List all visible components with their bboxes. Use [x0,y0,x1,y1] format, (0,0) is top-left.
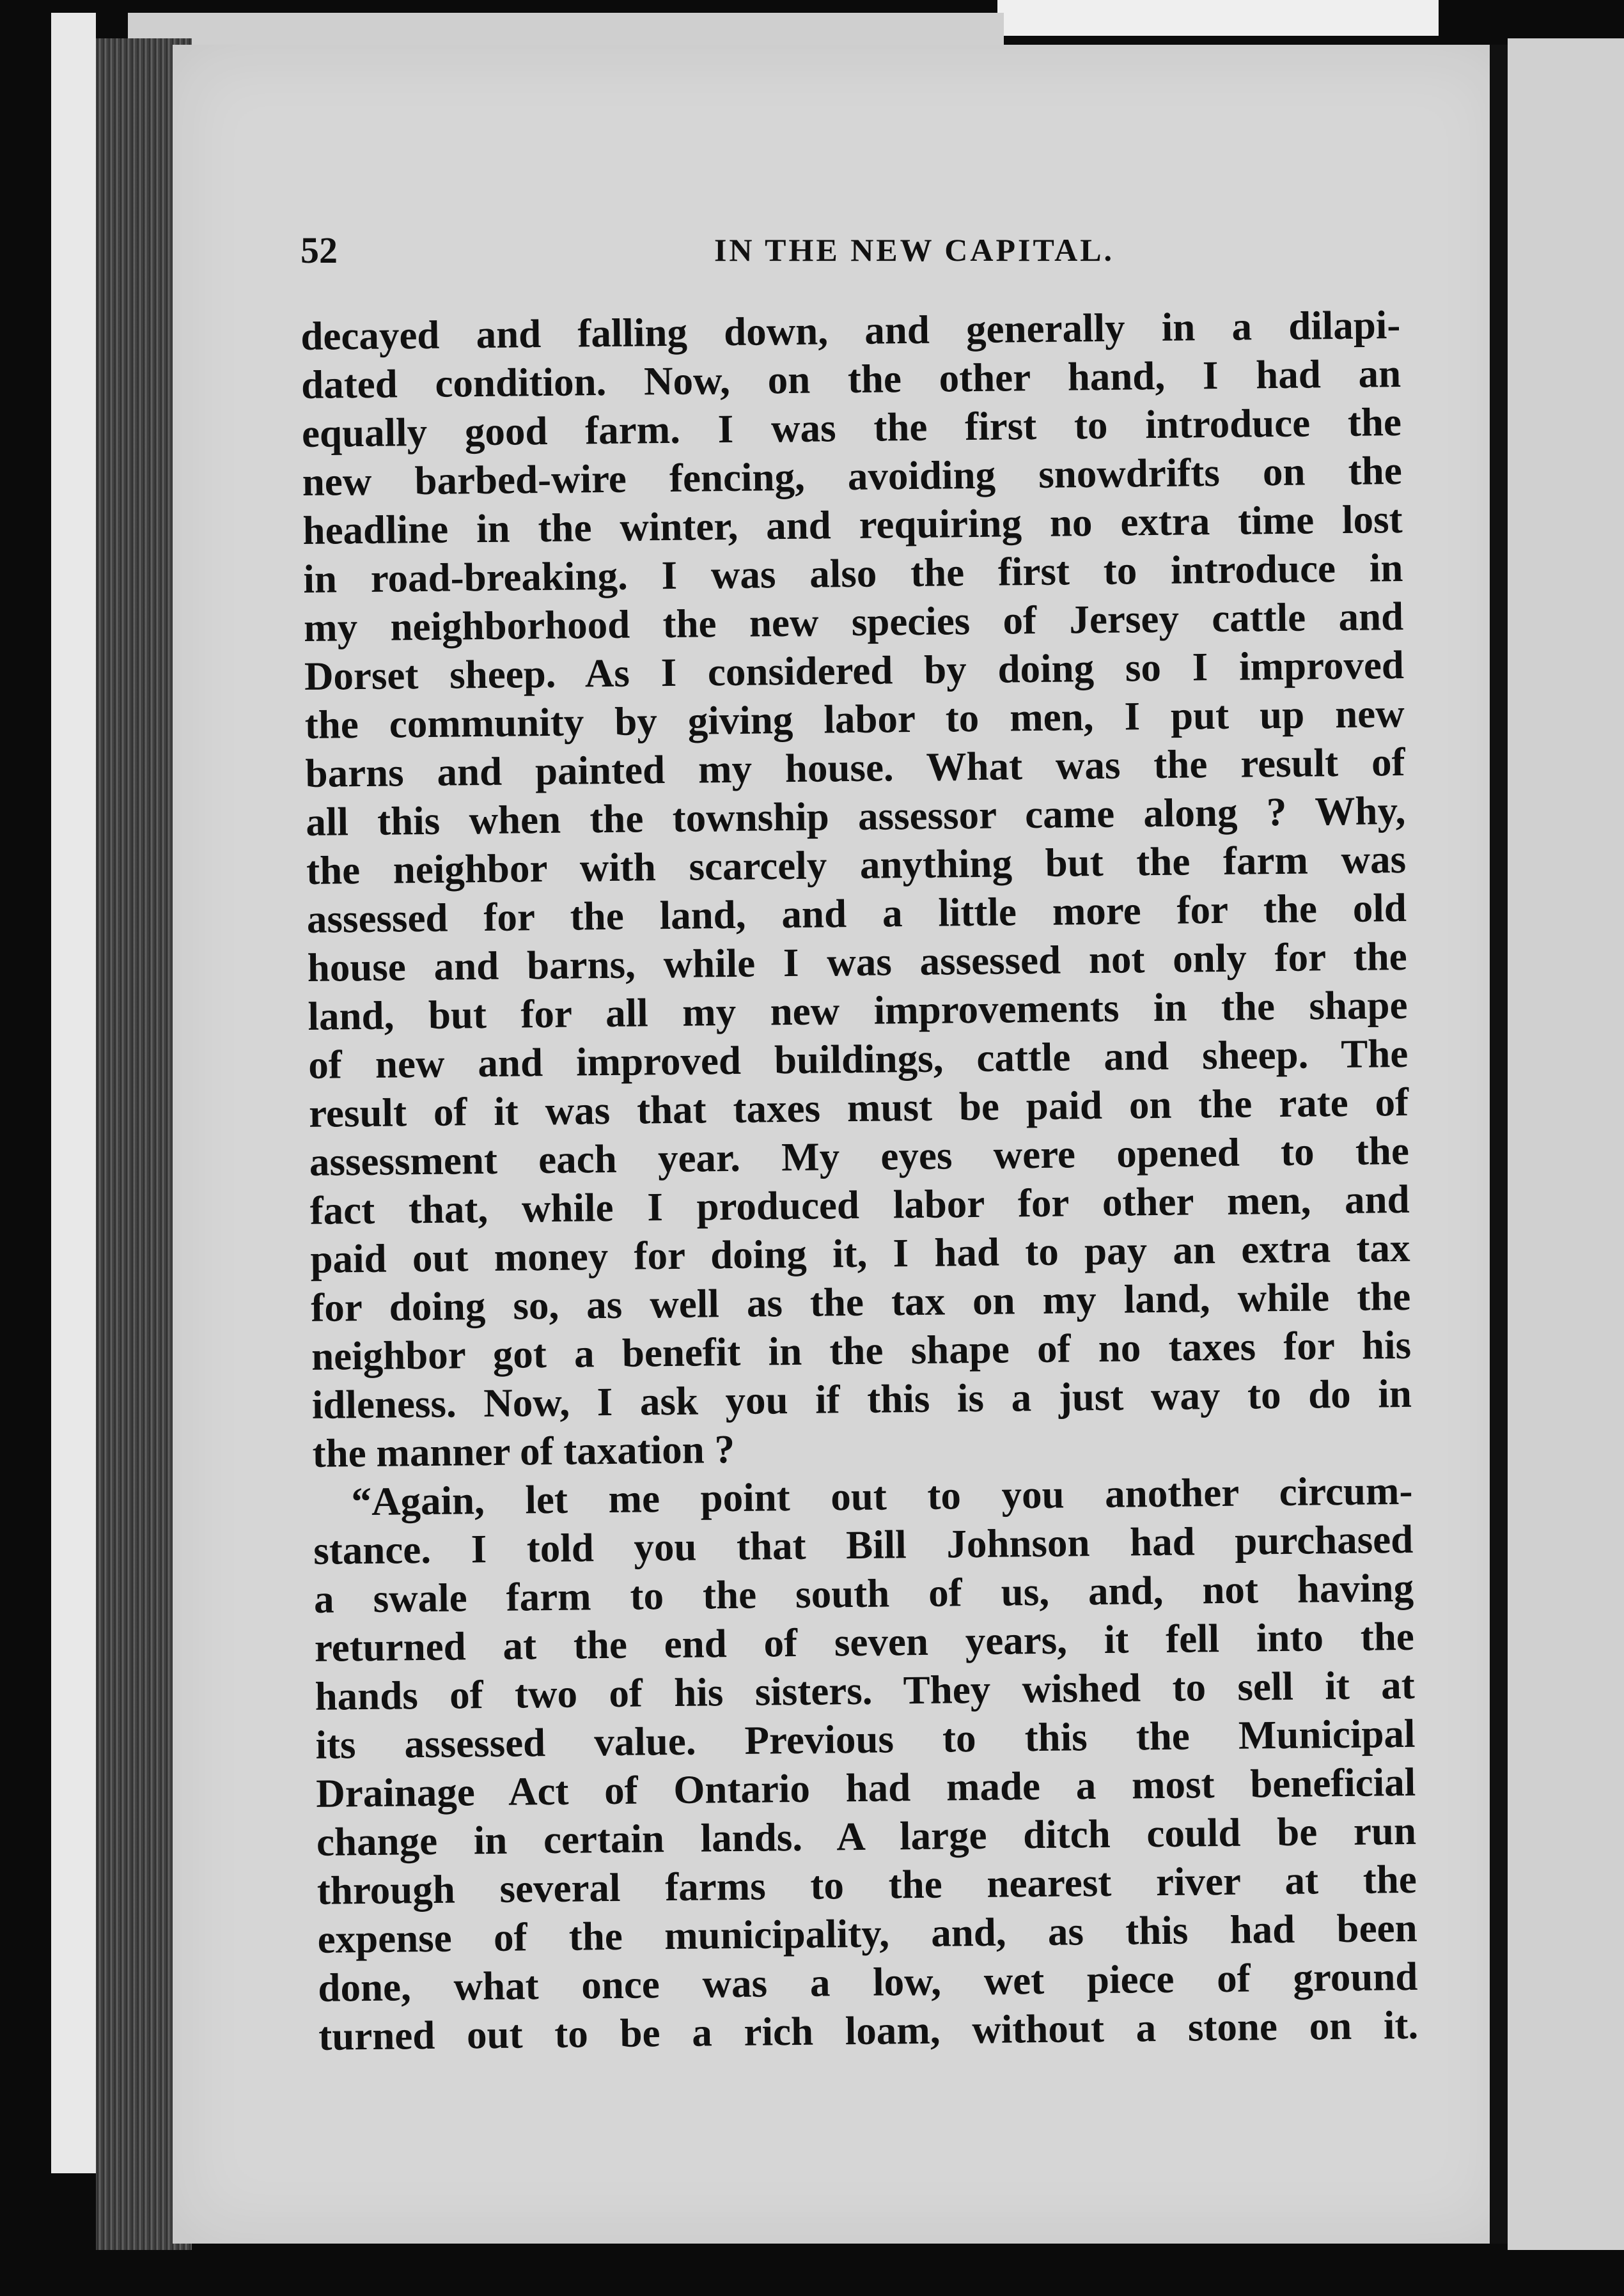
text-line: returned at the end of seven years, it fell into the [314,1613,1415,1670]
text-line: for doing so, as well as the tax on my land, while the [310,1273,1411,1330]
text-line: Drainage Act of Ontario had made a most beneficial [315,1759,1416,1816]
text-line: neighbor got a benefit in the shape of no taxes for his [311,1322,1412,1379]
text-line: the community by giving labor to men, I put up new [304,690,1405,747]
text-line: fact that, while I produced labor for other men, and [309,1176,1410,1233]
page-number: 52 [301,229,338,271]
text-line: paid out money for doing it, I had to pay an extra tax [310,1225,1410,1282]
text-line: its assessed value. Previous to this the Municipal [315,1710,1416,1767]
text-line: barns and painted my house. What was the result of [305,739,1405,796]
text-line: a swale farm to the south of us, and, not having [313,1565,1414,1622]
text-line: through several farms to the nearest river at the [316,1856,1417,1913]
text-line: of new and improved buildings, cattle and sheep. The [308,1030,1409,1087]
running-head [301,229,1426,280]
book-cover-edge [51,13,96,2173]
text-line: assessed for the land, and a little more for the old [306,885,1407,942]
text-line: equally good farm. I was the first to introduce the [301,399,1402,456]
text-line: idleness. Now, I ask you if this is a just way to do in [311,1370,1412,1427]
text-line: hands of two of his sisters. They wished to sell it at [315,1662,1415,1719]
text-line: result of it was that taxes must be paid on the rate of [308,1079,1409,1136]
text-line: house and barns, while I was assessed not only for the [307,933,1408,990]
top-right-tab [997,0,1439,36]
text-line: new barbed-wire fencing, avoiding snowdrifts on the [302,447,1403,504]
text-line: my neighborhood the new species of Jersey cattle and [303,593,1404,650]
body-text [301,300,1419,2061]
text-line: done, what once was a low, wet piece of ground [318,1953,1418,2010]
text-line: stance. I told you that Bill Johnson had purchased [313,1516,1414,1573]
text-line: change in certain lands. A large ditch could be run [316,1808,1417,1865]
text-line: the manner of taxation ? [312,1426,735,1476]
text-line: Dorset sheep. As I considered by doing so I improved [304,642,1405,699]
text-line: all this when the township assessor came along ? Why, [305,787,1406,844]
text-line: headline in the winter, and requiring no extra time lost [302,496,1403,553]
book-gutter [1490,45,1508,2244]
text-line: turned out to be a rich loam, without a stone on it. [318,2002,1419,2059]
text-line: assessment each year. My eyes were opened to the [309,1128,1410,1184]
text-line: in road-breaking. I was also the first to introduce in [303,545,1403,601]
text-line: the neighbor with scarcely anything but the farm was [306,836,1407,893]
text-line: decayed and falling down, and generally in a dilapi- [301,302,1401,359]
text-line: dated condition. Now, on the other hand, I had an [301,350,1401,407]
text-line: land, but for all my new improvements in the shape [308,982,1408,1039]
facing-page-edge [1508,38,1624,2250]
text-line: expense of the municipality, and, as this had been [317,1905,1417,1962]
running-title: IN THE NEW CAPITAL. [714,232,1115,268]
text-line: “Again, let me point out to you another circum- [351,1468,1413,1524]
